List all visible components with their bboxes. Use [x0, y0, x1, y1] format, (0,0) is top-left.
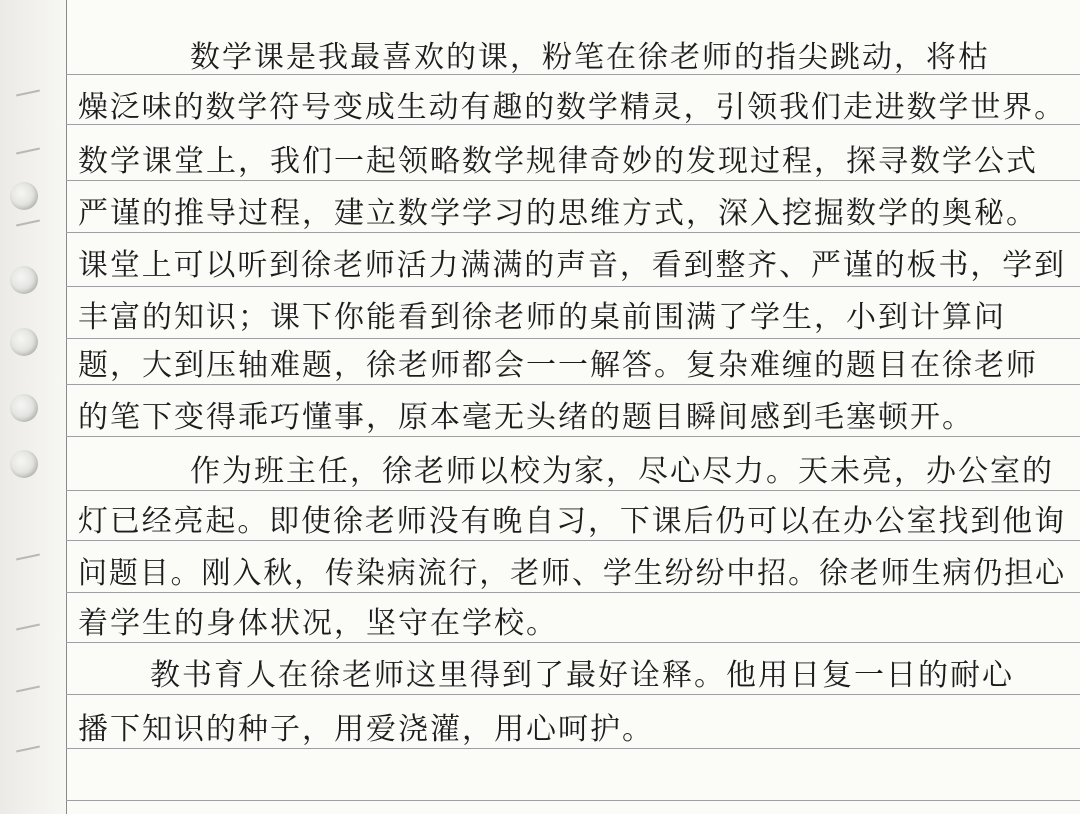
ruled-line	[66, 436, 1080, 437]
ruled-line	[66, 694, 1080, 695]
ruled-line	[66, 800, 1080, 801]
margin-tick-mark	[16, 90, 40, 97]
text-line: 作为班主任，徐老师以校为家，尽心尽力。天未亮，办公室的	[190, 454, 1054, 489]
ruled-line	[66, 180, 1080, 181]
text-line: 的笔下变得乖巧懂事，原本毫无头绪的题目瞬间感到毛塞顿开。	[78, 400, 974, 435]
ruled-line	[66, 232, 1080, 233]
ruled-line	[66, 642, 1080, 643]
margin-tick-mark	[16, 220, 40, 227]
margin-tick-mark	[16, 554, 40, 561]
text-line: 燥泛味的数学符号变成生动有趣的数学精灵，引领我们走进数学世界。	[78, 90, 1067, 125]
text-line: 数学课堂上，我们一起领略数学规律奇妙的发现过程，探寻数学公式	[78, 144, 1038, 179]
binder-hole	[10, 328, 38, 356]
binder-hole	[10, 394, 38, 422]
text-line: 课堂上可以听到徐老师活力满满的声音，看到整齐、严谨的板书，学到	[78, 248, 1067, 283]
ruled-line	[66, 592, 1080, 593]
text-line: 教书育人在徐老师这里得到了最好诠释。他用日复一日的耐心	[150, 658, 1014, 693]
binder-hole	[10, 450, 38, 478]
margin-tick-mark	[16, 148, 40, 155]
text-line: 灯已经亮起。即使徐老师没有晚自习，下课后仍可以在办公室找到他询	[78, 504, 1067, 539]
margin-tick-mark	[16, 624, 40, 631]
binder-hole	[10, 182, 38, 210]
margin-tick-mark	[16, 686, 40, 693]
ruled-line	[66, 748, 1080, 749]
ruled-line	[66, 540, 1080, 541]
text-line: 丰富的知识；课下你能看到徐老师的桌前围满了学生，小到计算问	[78, 300, 1006, 335]
text-line: 数学课是我最喜欢的课，粉笔在徐老师的指尖跳动，将枯	[190, 40, 990, 75]
ruled-line	[66, 384, 1080, 385]
ruled-line	[66, 490, 1080, 491]
text-line: 题，大到压轴难题，徐老师都会一一解答。复杂难缠的题目在徐老师	[78, 348, 1038, 383]
margin-tick-mark	[16, 746, 40, 753]
ruled-line	[66, 286, 1080, 287]
text-line: 问题目。刚入秋，传染病流行，老师、学生纷纷中招。徐老师生病仍担心	[78, 556, 1066, 591]
text-line: 严谨的推导过程，建立数学学习的思维方式，深入挖掘数学的奥秘。	[78, 196, 1038, 231]
left-margin	[0, 0, 67, 814]
binder-hole	[10, 266, 38, 294]
ruled-line	[66, 338, 1080, 339]
text-line: 播下知识的种子，用爱浇灌，用心呵护。	[78, 712, 654, 747]
text-line: 着学生的身体状况，坚守在学校。	[78, 606, 558, 641]
